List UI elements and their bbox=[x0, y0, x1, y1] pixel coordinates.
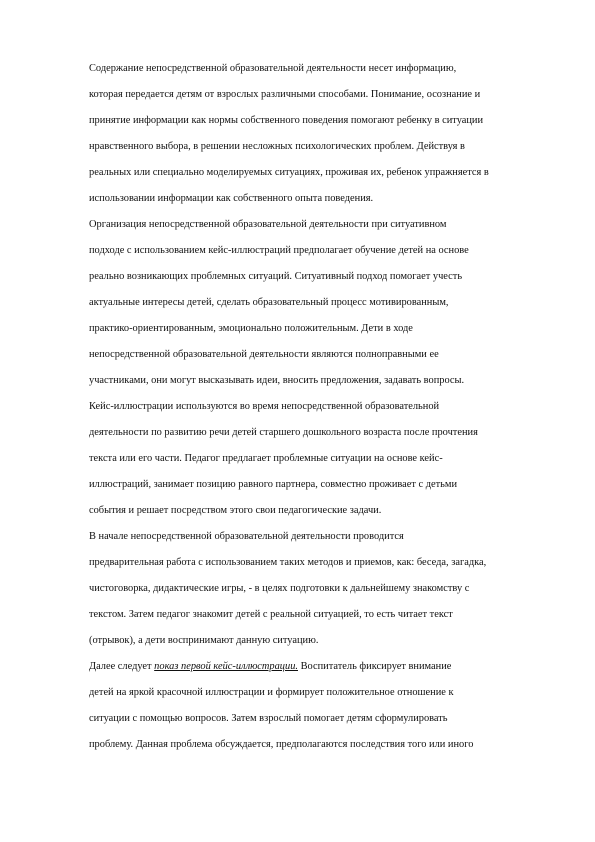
text-line: практико-ориентированным, эмоционально положительным. Дети в ходе bbox=[89, 323, 413, 334]
text-line: реальных или специально моделируемых ситуациях, проживая их, ребенок упражняется в bbox=[89, 167, 489, 178]
text-line: Кейс-иллюстрации используются во время непосредственной образовательной bbox=[89, 401, 440, 412]
line-prefix: Далее следует bbox=[89, 661, 155, 672]
text-line: подходе с использованием кейс-иллюстраций предполагает обучение детей на основе bbox=[89, 245, 469, 256]
text-line: текста или его части. Педагог предлагает проблемные ситуации на основе кейс- bbox=[89, 453, 443, 464]
text-line: чистоговорка, дидактические игры, - в целях подготовки к дальнейшему знакомству с bbox=[89, 583, 470, 594]
text-line: Содержание непосредственной образовательной деятельности несет информацию, bbox=[89, 63, 457, 74]
text-line: проблему. Данная проблема обсуждается, предполагаются последствия того или иного bbox=[89, 739, 474, 750]
text-line: непосредственной образовательной деятельности являются полноправными ее bbox=[89, 349, 439, 360]
text-line: которая передается детям от взрослых различными способами. Понимание, осознание и bbox=[89, 89, 481, 100]
text-line: актуальные интересы детей, сделать образовательный процесс мотивированным, bbox=[89, 297, 449, 308]
text-line: участниками, они могут высказывать идеи, вносить предложения, задавать вопросы. bbox=[89, 375, 465, 386]
text-line: нравственного выбора, в решении несложных психологических проблем. Действуя в bbox=[89, 141, 465, 152]
text-line: предварительная работа с использованием таких методов и приемов, как: беседа, загадка, bbox=[89, 557, 487, 568]
text-line: принятие информации как нормы собственного поведения помогают ребенку в ситуации bbox=[89, 115, 484, 126]
text-line: иллюстраций, занимает позицию равного партнера, совместно проживает с детьми bbox=[89, 479, 458, 490]
text-line: Организация непосредственной образовательной деятельности при ситуативном bbox=[89, 219, 447, 230]
text-line: события и решает посредством этого свои педагогические задачи. bbox=[89, 505, 382, 516]
line-suffix: Воспитатель фиксирует внимание bbox=[298, 661, 452, 672]
emphasized-phrase: показ первой кейс-иллюстрации. bbox=[154, 661, 298, 672]
text-line: ситуации с помощью вопросов. Затем взрослый помогает детям сформулировать bbox=[89, 713, 448, 724]
body-text bbox=[89, 56, 549, 758]
text-line-mixed bbox=[89, 654, 549, 680]
text-line: деятельности по развитию речи детей старшего дошкольного возраста после прочтения bbox=[89, 427, 478, 438]
text-line: использовании информации как собственного опыта поведения. bbox=[89, 193, 374, 204]
text-line: В начале непосредственной образовательной деятельности проводится bbox=[89, 531, 404, 542]
text-line: (отрывок), а дети воспринимают данную ситуацию. bbox=[89, 635, 319, 646]
text-line: текстом. Затем педагог знакомит детей с реальной ситуацией, то есть читает текст bbox=[89, 609, 453, 620]
text-line: детей на яркой красочной иллюстрации и формирует положительное отношение к bbox=[89, 687, 454, 698]
text-line: реально возникающих проблемных ситуаций. Ситуативный подход помогает учесть bbox=[89, 271, 463, 282]
